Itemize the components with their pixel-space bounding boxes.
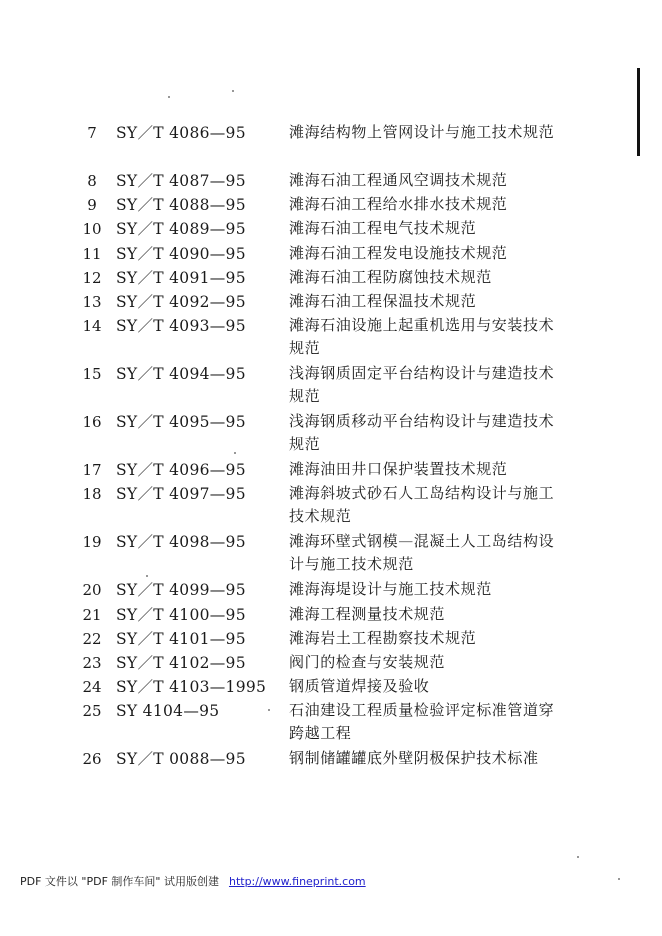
standard-code: SY／T 4087—95 xyxy=(116,172,246,190)
standard-title: 石油建设工程质量检验评定标准管道穿跨越工程 xyxy=(289,701,555,743)
standard-row xyxy=(0,290,662,314)
standard-row xyxy=(0,193,662,217)
standard-number: 7 xyxy=(87,124,97,142)
standard-number: 9 xyxy=(87,196,97,215)
standard-title: 滩海石油工程通风空调技术规范 xyxy=(289,171,508,189)
scan-speck xyxy=(232,90,234,92)
standards-list xyxy=(0,121,662,795)
standard-row xyxy=(0,747,662,795)
footer-text: PDF 文件以 "PDF 制作车间" 试用版创建 xyxy=(20,875,219,888)
standard-code: SY 4104—95 xyxy=(116,702,220,721)
standard-title: 滩海油田井口保护装置技术规范 xyxy=(289,460,508,479)
standard-row xyxy=(0,458,662,482)
standard-number: 16 xyxy=(82,413,102,432)
standard-number: 18 xyxy=(82,485,102,504)
standard-title: 滩海石油工程保温技术规范 xyxy=(289,291,477,310)
standard-code: SY／T 4090—95 xyxy=(116,244,246,263)
standard-code: SY／T 4092—95 xyxy=(116,292,246,311)
standard-number: 21 xyxy=(82,605,102,624)
standard-title: 浅海钢质移动平台结构设计与建造技术规范 xyxy=(289,412,555,454)
standard-row xyxy=(0,121,662,169)
standard-code: SY／T 4093—95 xyxy=(116,317,246,336)
standard-title: 滩海石油工程防腐蚀技术规范 xyxy=(289,267,492,286)
standard-code: SY／T 4097—95 xyxy=(116,485,246,504)
standard-title: 钢质管道焊接及验收 xyxy=(289,677,430,696)
scan-speck xyxy=(577,856,579,858)
standard-code: SY／T 4095—95 xyxy=(116,413,246,432)
standard-title: 滩海石油工程给水排水技术规范 xyxy=(289,195,508,214)
standard-number: 26 xyxy=(82,750,102,769)
standard-row xyxy=(0,482,662,530)
standard-number: 8 xyxy=(87,172,97,190)
standard-row xyxy=(0,266,662,290)
standard-number: 15 xyxy=(82,365,102,384)
standard-title: 阀门的检查与安装规范 xyxy=(289,652,446,671)
standard-row xyxy=(0,362,662,410)
standard-title: 滩海石油工程发电设施技术规范 xyxy=(289,243,508,262)
standard-title: 滩海斜坡式砂石人工岛结构设计与施工技术规范 xyxy=(289,484,555,526)
standard-code: SY／T 4101—95 xyxy=(116,629,246,648)
standard-code: SY／T 4096—95 xyxy=(116,461,246,480)
standard-number: 20 xyxy=(82,581,102,600)
standard-row xyxy=(0,651,662,675)
standard-row xyxy=(0,627,662,651)
standard-title: 滩海岩土工程勘察技术规范 xyxy=(289,628,477,647)
standard-number: 19 xyxy=(82,533,102,552)
standard-code: SY／T 4098—95 xyxy=(116,533,246,552)
standard-code: SY／T 4102—95 xyxy=(116,653,246,672)
standard-code: SY／T 4100—95 xyxy=(116,605,246,624)
standard-code: SY／T 4094—95 xyxy=(116,365,246,384)
standard-number: 11 xyxy=(82,244,102,263)
standard-code: SY／T 4088—95 xyxy=(116,196,246,215)
standard-row xyxy=(0,169,662,193)
standard-row xyxy=(0,603,662,627)
standard-title: 滩海环壁式钢模—混凝土人工岛结构设计与施工技术规范 xyxy=(289,532,555,574)
standard-code: SY／T 4086—95 xyxy=(116,124,246,142)
standard-row xyxy=(0,530,662,578)
standard-title: 滩海石油设施上起重机选用与安装技术规范 xyxy=(289,316,555,358)
standard-row xyxy=(0,410,662,458)
standard-title: 钢制储罐罐底外壁阴极保护技术标准 xyxy=(289,749,539,768)
standard-number: 25 xyxy=(82,702,102,721)
standard-number: 12 xyxy=(82,268,102,287)
standard-number: 23 xyxy=(82,653,102,672)
standard-row xyxy=(0,314,662,362)
standard-code: SY／T 4091—95 xyxy=(116,268,246,287)
standard-title: 滩海工程测量技术规范 xyxy=(289,604,446,623)
footer-link[interactable]: http://www.fineprint.com xyxy=(228,875,366,888)
standard-row xyxy=(0,699,662,747)
standard-number: 14 xyxy=(82,317,102,336)
standard-number: 10 xyxy=(82,220,102,239)
standard-title: 滩海石油工程电气技术规范 xyxy=(289,219,477,238)
standard-code: SY／T 4103—1995 xyxy=(116,678,267,697)
standard-code: SY／T 4099—95 xyxy=(116,581,246,600)
standard-code: SY／T 4089—95 xyxy=(116,220,246,239)
standard-title: 滩海海堤设计与施工技术规范 xyxy=(289,580,492,599)
standard-row xyxy=(0,675,662,699)
standard-title: 滩海结构物上管网设计与施工技术规范 xyxy=(289,123,555,141)
pdf-footer xyxy=(20,873,366,889)
scan-speck xyxy=(618,878,620,880)
standard-number: 13 xyxy=(82,292,102,311)
scan-speck xyxy=(168,96,170,98)
standard-code: SY／T 0088—95 xyxy=(116,750,246,769)
standard-number: 22 xyxy=(82,629,102,648)
standard-row xyxy=(0,578,662,602)
standard-number: 17 xyxy=(82,461,102,480)
standard-row xyxy=(0,242,662,266)
standard-title: 浅海钢质固定平台结构设计与建造技术规范 xyxy=(289,364,555,406)
standard-number: 24 xyxy=(82,678,102,697)
standard-row xyxy=(0,217,662,241)
